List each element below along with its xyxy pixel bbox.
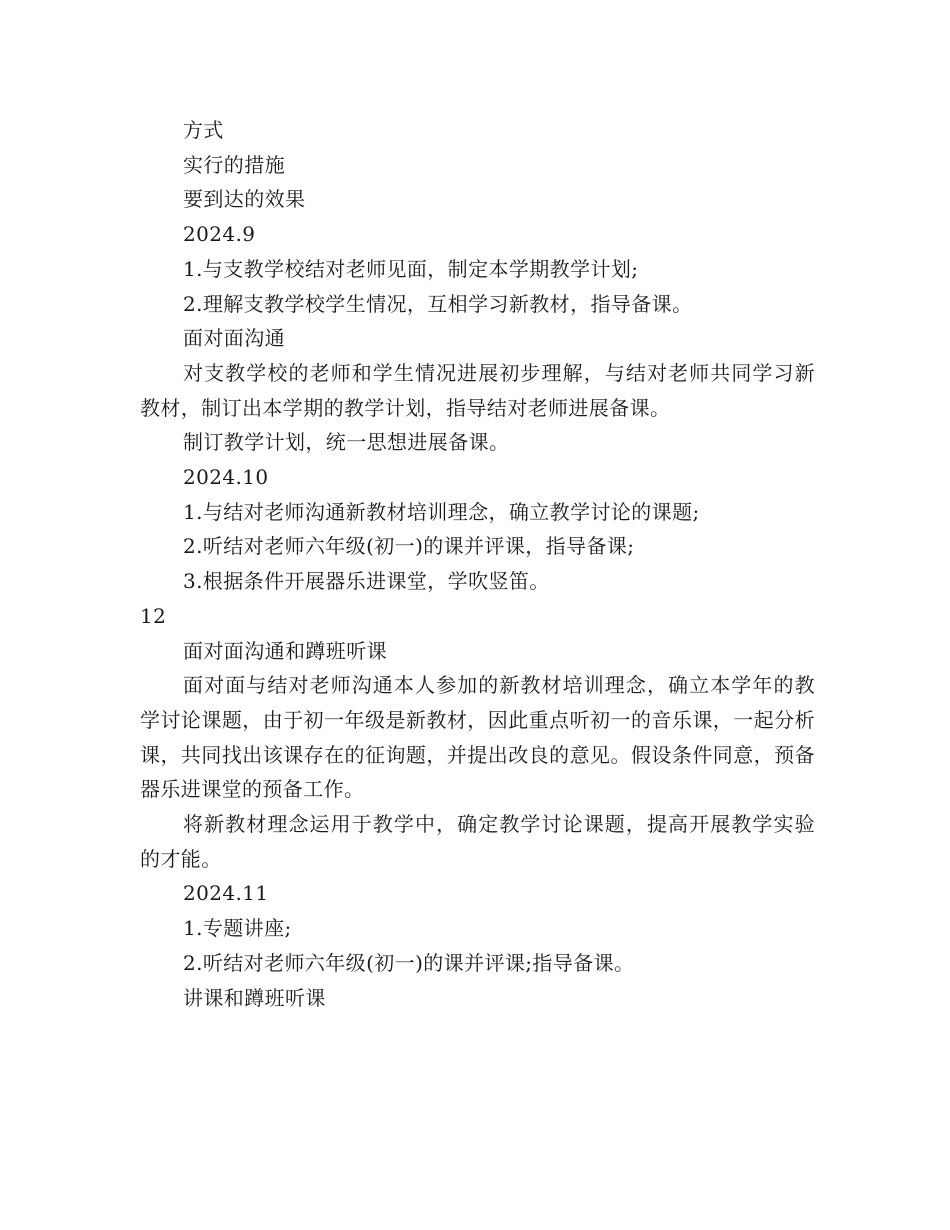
paragraph-measures: 对支教学校的老师和学生情况进展初步理解，与结对老师共同学习新教材，制订出本学期的教学计划，指导结对老师进展备课。 — [140, 360, 815, 420]
text-line-method-value: 面对面沟通 — [183, 326, 285, 351]
list-item: 1.与支教学校结对老师见面，制定本学期教学计划; — [183, 256, 639, 281]
date-2024-10: 2024.10 — [183, 465, 269, 490]
list-item: 2.听结对老师六年级(初一)的课并评课;指导备课。 — [183, 950, 635, 975]
text-line-method-value: 面对面沟通和蹲班听课 — [183, 638, 387, 663]
paragraph-measures: 面对面与结对老师沟通本人参加的新教材培训理念，确立本学年的教学讨论课题，由于初一年级是新教材，因此重点听初一的音乐课，一起分析课，共同找出该课存在的征询题，并提出改良的意见。假设条件同意，预备器乐进课堂的预备工作。 — [140, 673, 815, 802]
text-line-method-value: 讲课和蹲班听课 — [183, 985, 326, 1010]
text-line-method: 方式 — [183, 118, 224, 142]
text-line-measures: 实行的措施 — [183, 152, 285, 177]
date-2024-11: 2024.11 — [183, 881, 269, 906]
list-item: 1.与结对老师沟通新教材培训理念，确立教学讨论的课题; — [183, 499, 700, 524]
text-line-effect-value: 制订教学计划，统一思想进展备课。 — [183, 430, 510, 455]
document-body — [140, 113, 815, 1015]
list-item: 2.理解支教学校学生情况，互相学习新教材，指导备课。 — [183, 291, 693, 316]
paragraph-effect: 将新教材理念运用于教学中，确定教学讨论课题，提高开展教学实验的才能。 — [140, 812, 815, 871]
list-item: 2.听结对老师六年级(初一)的课并评课，指导备课; — [183, 534, 635, 559]
list-item: 3.根据条件开展器乐进课堂，学吹竖笛。 — [183, 569, 550, 594]
text-line-number: 12 — [140, 603, 167, 628]
list-item: 1.专题讲座; — [183, 916, 292, 941]
date-2024-9: 2024.9 — [183, 222, 256, 247]
text-line-expected-effect: 要到达的效果 — [183, 187, 306, 212]
